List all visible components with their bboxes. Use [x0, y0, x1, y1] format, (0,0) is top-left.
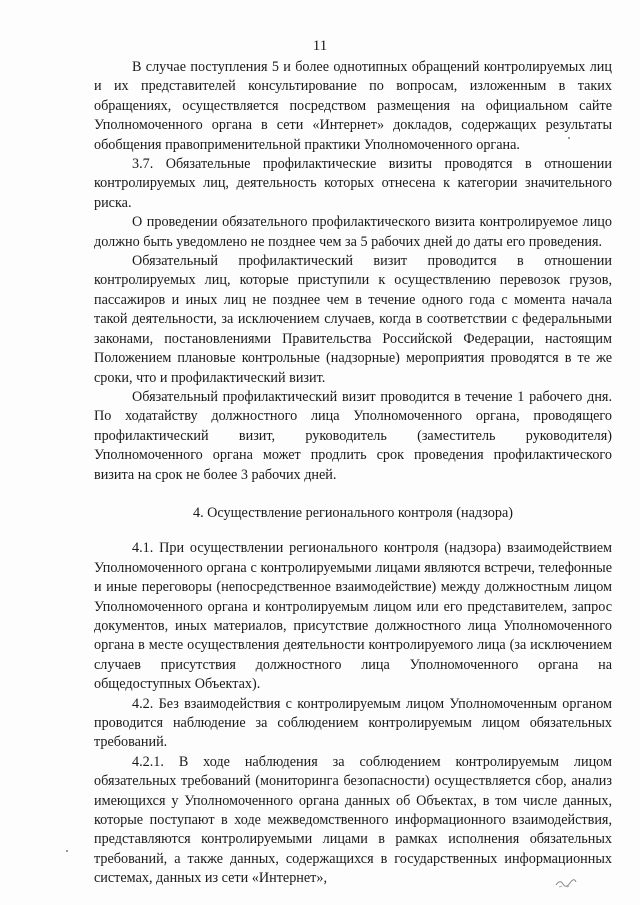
paragraph-4-2-observation: 4.2. Без взаимодействия с контролируемым лицом Уполномоченным органом проводится наблюдение за соблюдением контролируемым лицом обязательных требований. [94, 695, 612, 751]
scan-mark-icon [554, 877, 578, 889]
paragraph-visit-notification: О проведении обязательного профилактического визита контролируемое лицо должно быть уведомлено не позднее чем за 5 рабочих дней до даты его проведения. [94, 214, 612, 250]
scan-speck [568, 137, 570, 139]
paragraph-4-1-interaction: 4.1. При осуществлении регионального контроля (надзора) взаимодействием Уполномоченного органа с контролируемыми лицами являются встречи, телефонные и иные переговоры (непосредственное взаимодействие) между должностным лицом Уполномоченного органа и контролируемым лицом или его представителем, запрос документов, иных материалов, присутствие должностного лица Уполномоченного органа в месте осуществления деятельности контролируемого лица (за исключением случаев присутствия должностного лица Уполномоченного органа на общедоступных Объектах). [94, 540, 612, 693]
paragraph-visit-duration: Обязательный профилактический визит проводится в течение 1 рабочего дня. По ходатайству должностного лица Уполномоченного органа, проводящего профилактический визит, руководитель (заместитель руководителя) Уполномоченного органа может продлить срок проведения профилактического визита на срок не более 3 рабочих дней. [94, 388, 612, 483]
paragraph-visit-scope: Обязательный профилактический визит проводится в отношении контролируемых лиц, которые приступили к осуществлению перевозок грузов, пассажиров и иных лиц не позднее чем в течение одного года с момента начала такой деятельности, за исключением случаев, когда в соответствии с федеральными законами, постановлениями Правительства Российской Федерации, настоящим Положением плановые контрольные (надзорные) мероприятия проводятся в те же сроки, что и профилактический визит. [94, 253, 612, 386]
paragraph-3-7-mandatory-visits: 3.7. Обязательные профилактические визиты проводятся в отношении контролируемых лиц, деятельность которых отнесена к категории значительного риска. [94, 156, 612, 211]
page-number: 11 [312, 38, 328, 54]
document-body [94, 58, 612, 889]
paragraph-4-2-1-monitoring: 4.2.1. В ходе наблюдения за соблюдением контролируемым лицом обязательных требований (мониторинга безопасности) осуществляется сбор, анализ имеющихся у Уполномоченного органа данных об Объектах, в том числе данных, которые поступают в ходе межведомственного информационного взаимодействия, представляются контролируемыми лицами в рамках исполнения обязательных требований, а также данных, содержащихся в государственных информационных системах, данных из сети «Интернет», [94, 753, 612, 887]
scan-speck [66, 850, 68, 852]
paragraph-consultation-publication: В случае поступления 5 и более однотипных обращений контролируемых лиц и их представителей консультирование по вопросам, изложенным в таких обращениях, осуществляется посредством размещения на официальном сайте Уполномоченного органа в сети «Интернет» докладов, содержащих результаты обобщения правоприменительной практики Уполномоченного органа. [94, 59, 612, 153]
section-heading: 4. Осуществление регионального контроля (надзора) [192, 504, 513, 521]
